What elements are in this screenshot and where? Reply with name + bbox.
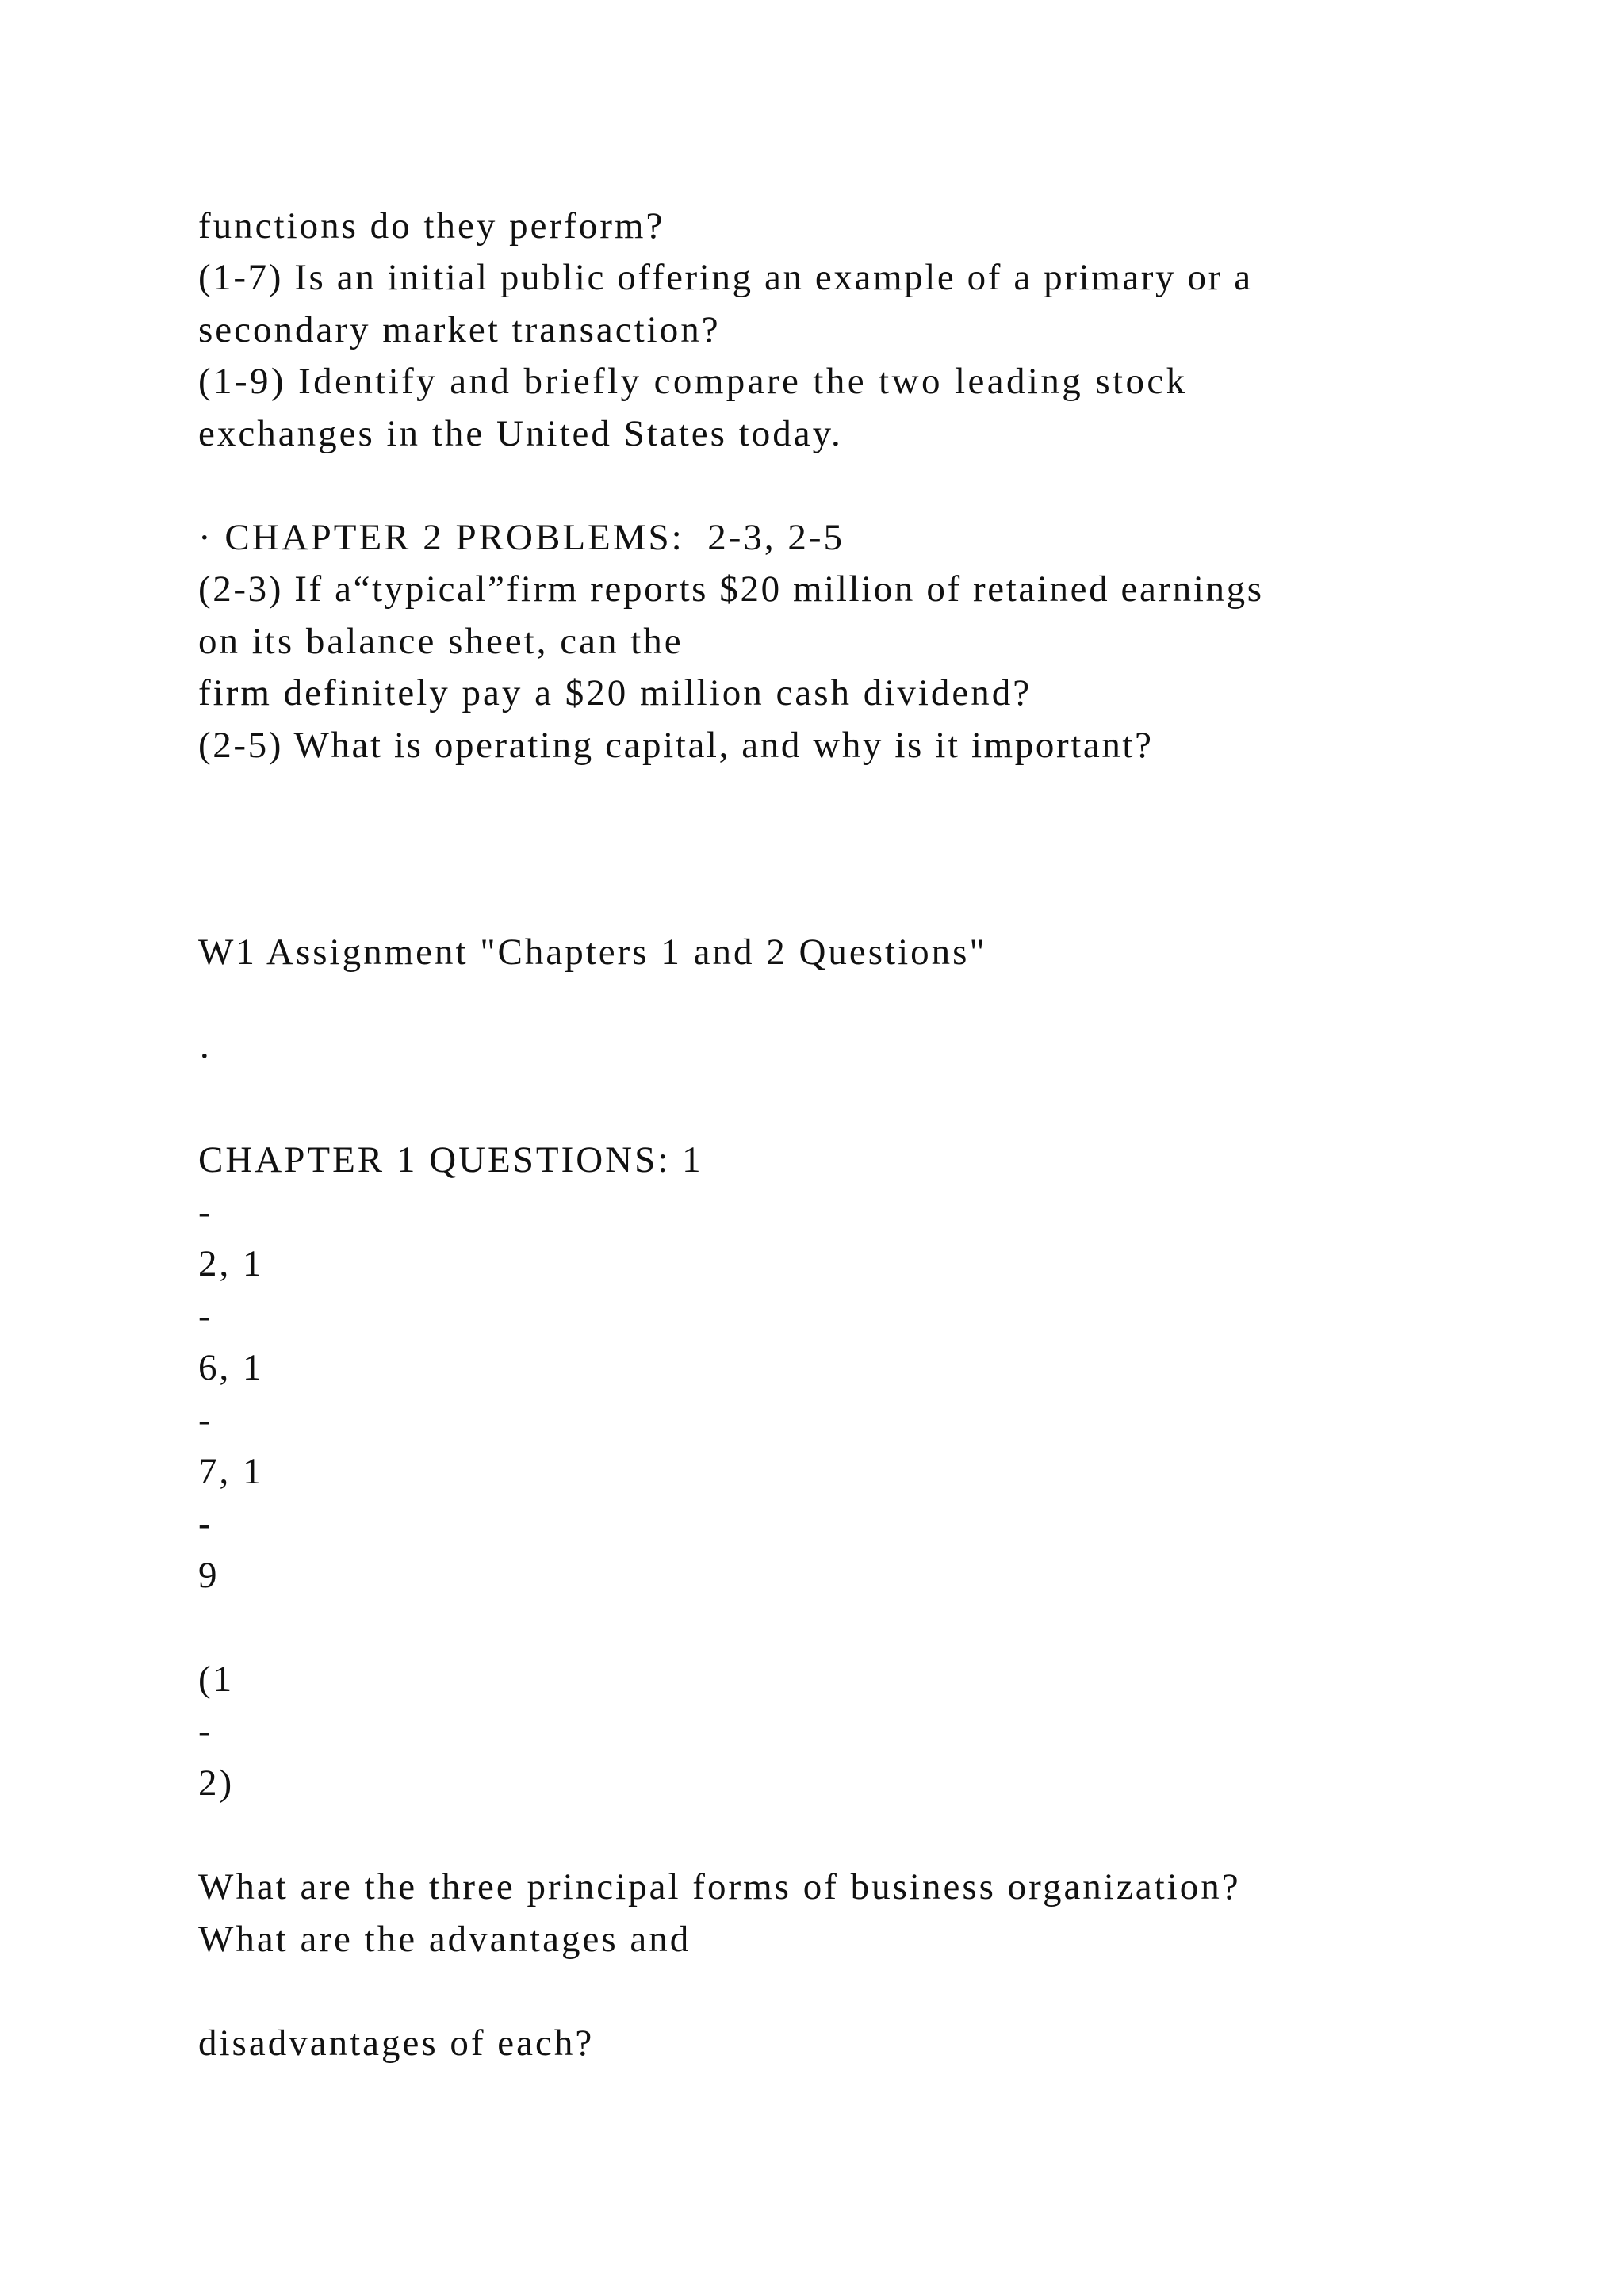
- text-line: 7, 1: [198, 1451, 264, 1492]
- question-1-9: (1-9) Identify and briefly compare the two leading stock: [198, 361, 1188, 402]
- text-line: -: [198, 1399, 213, 1441]
- question-1-7: (1-7) Is an initial public offering an example of a primary or a: [198, 257, 1253, 298]
- text-line: (1: [198, 1659, 235, 1700]
- chapter-1-heading: CHAPTER 1 QUESTIONS: 1: [198, 1139, 703, 1181]
- chapter-2-heading: · CHAPTER 2 PROBLEMS: 2-3, 2-5: [198, 517, 845, 558]
- text-line: 2, 1: [198, 1243, 264, 1284]
- text-line: disadvantages of each?: [198, 2022, 595, 2064]
- text-line: firm definitely pay a $20 million cash dividend?: [198, 672, 1032, 714]
- text-line: -: [198, 1503, 213, 1544]
- text-line: What are the advantages and: [198, 1919, 691, 1960]
- text-line: -: [198, 1711, 213, 1752]
- text-line: 2): [198, 1762, 235, 1804]
- text-line: 9: [198, 1555, 220, 1596]
- text-line: exchanges in the United States today.: [198, 413, 843, 454]
- text-line: 6, 1: [198, 1347, 264, 1388]
- text-line: functions do they perform?: [198, 205, 665, 247]
- assignment-title: W1 Assignment "Chapters 1 and 2 Questions": [198, 932, 987, 973]
- question-2-3: (2-3) If a“typical”firm reports $20 million of retained earnings: [198, 568, 1264, 610]
- question-1-2: What are the three principal forms of business organization?: [198, 1866, 1241, 1908]
- text-line: secondary market transaction?: [198, 309, 721, 350]
- question-2-5: (2-5) What is operating capital, and why is it important?: [198, 725, 1154, 766]
- text-line: -: [198, 1192, 213, 1233]
- text-line: on its balance sheet, can the: [198, 621, 684, 662]
- bullet: ·: [198, 1035, 213, 1077]
- text-line: -: [198, 1295, 213, 1337]
